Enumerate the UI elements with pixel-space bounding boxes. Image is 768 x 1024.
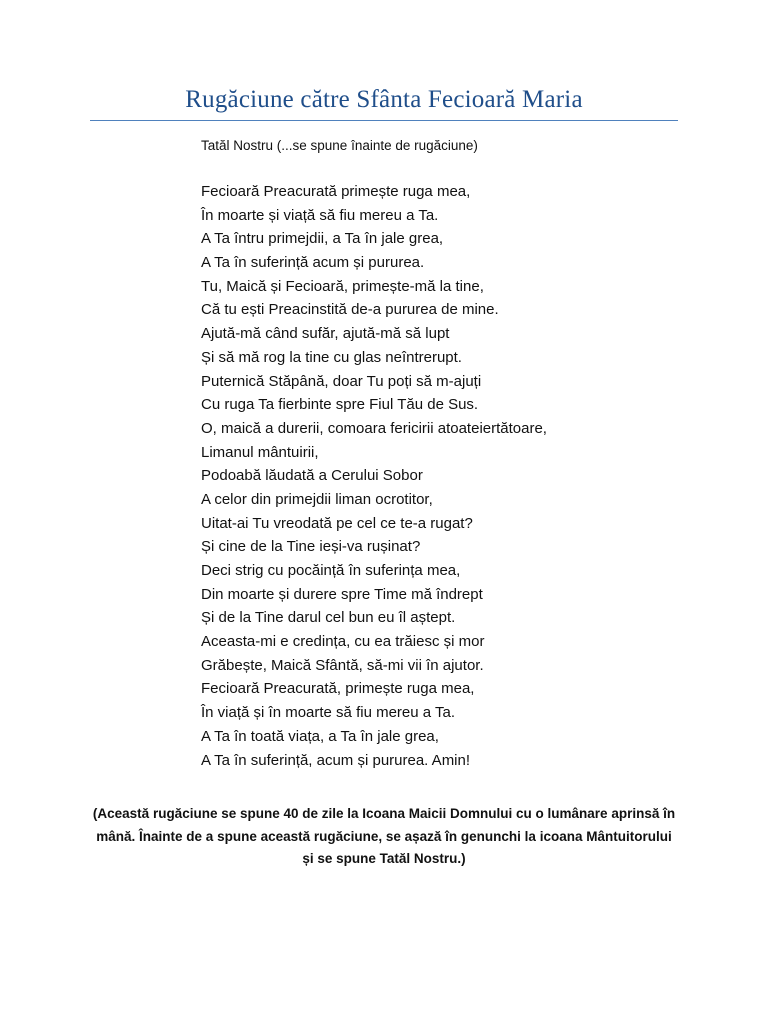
verse-line: În moarte și viață să fiu mereu a Ta. [201, 206, 439, 224]
verse-line: Limanul mântuirii, [201, 443, 319, 461]
verse-line: Deci strig cu pocăință în suferința mea, [201, 562, 461, 579]
verse-line: Din moarte și durere spre Time mă îndrept [201, 585, 483, 603]
prayer-verses [201, 180, 547, 772]
verse-line: Tu, Maică și Fecioară, primește-mă la tine, [201, 277, 484, 295]
verse-line: Că tu ești Preacinstită de-a pururea de mine. [201, 301, 499, 319]
verse-line: Și să mă rog la tine cu glas neîntrerupt. [201, 348, 462, 366]
verse-line: Cu ruga Ta fierbinte spre Fiul Tău de Sus. [201, 396, 479, 414]
verse-line: În viață și în moarte să fiu mereu a Ta. [201, 704, 456, 722]
verse-line: A Ta în toată viața, a Ta în jale grea, [201, 727, 439, 745]
verse-line: Fecioară Preacurată, primește ruga mea, [201, 680, 475, 698]
verse-line: A celor din primejdii liman ocrotitor, [201, 490, 433, 508]
verse-line: A Ta în suferință acum și pururea. [201, 254, 425, 272]
verse-line: Grăbește, Maică Sfântă, să-mi vii în ajutor. [201, 656, 484, 674]
verse-line: Podoabă lăudată a Cerului Sobor [201, 467, 423, 485]
verse-line: Aceasta-mi e credința, cu ea trăiesc și mor [201, 633, 485, 651]
document-title: Rugăciune către Sfânta Fecioară Maria [185, 86, 583, 113]
title-underline [90, 120, 678, 121]
verse-line: A Ta întru primejdii, a Ta în jale grea, [201, 230, 444, 248]
verse-line: Puternică Stăpână, doar Tu poți să m-ajuți [201, 372, 482, 390]
verse-line: A Ta în suferință, acum și pururea. Amin! [201, 751, 471, 769]
verse-line: Și cine de la Tine ieși-va rușinat? [201, 538, 421, 556]
verse-line: Uitat-ai Tu vreodată pe cel ce te-a rugat? [201, 514, 473, 532]
intro-note: Tatăl Nostru (...se spune înainte de rugăciune) [201, 138, 478, 153]
verse-line: Ajută-mă când sufăr, ajută-mă să lupt [201, 325, 450, 343]
verse-line: Fecioară Preacurată primește ruga mea, [201, 183, 471, 200]
footnote: (Această rugăciune se spune 40 de zile la Icoana Maicii Domnului cu o lumânare aprinsă în mână. Înainte de a spune această rugăciune, se așază în genunchi la icoana Mântuitorului și se spune Tatăl Nostru.) [92, 806, 676, 866]
verse-line: O, maică a durerii, comoara fericirii atoateiertătoare, [201, 419, 547, 437]
verse-line: Și de la Tine darul cel bun eu îl aștept. [201, 609, 456, 627]
